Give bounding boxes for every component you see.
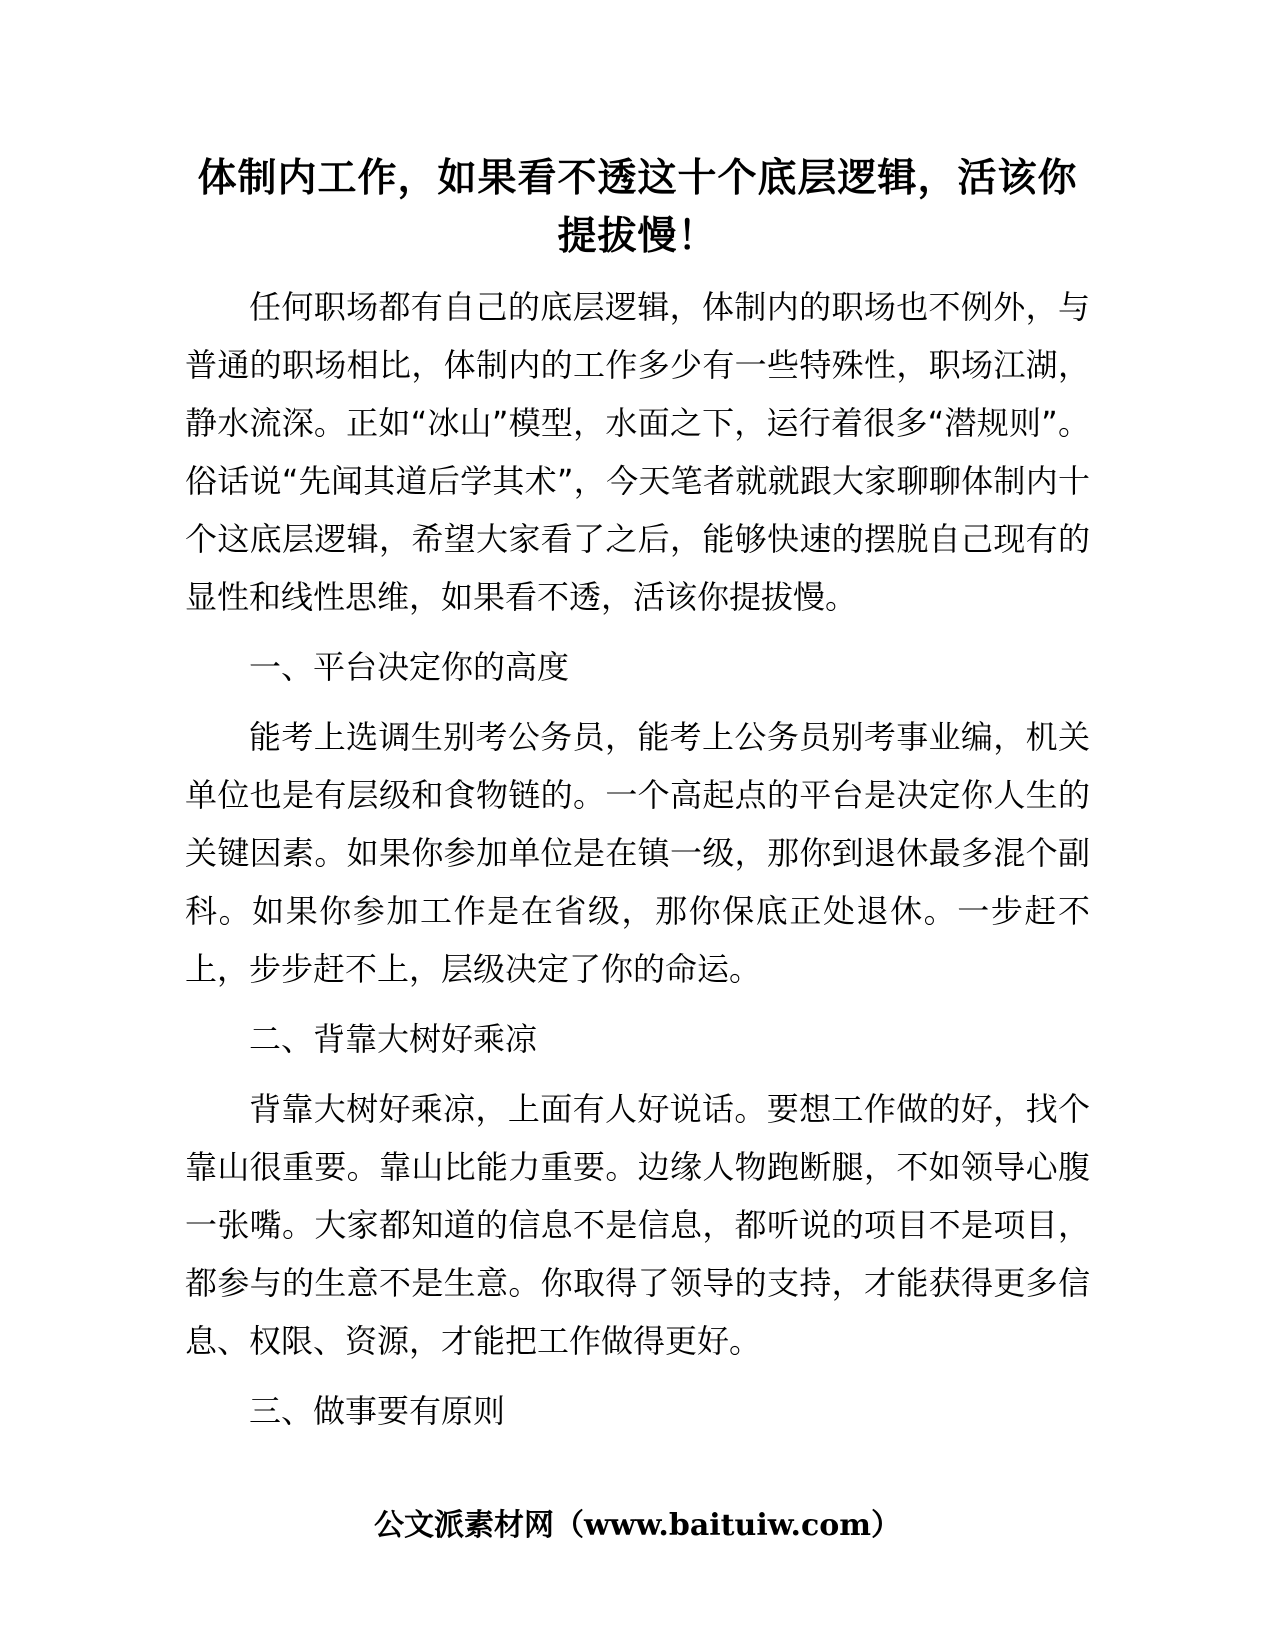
title-spacer <box>185 266 1090 278</box>
section-heading-3: 三、做事要有原则 <box>249 1392 506 1430</box>
section-heading-1: 一、平台决定你的高度 <box>249 648 570 686</box>
paragraph-section-1: 能考上选调生别考公务员，能考上公务员别考事业编，机关单位也是有层级和食物链的。一个高起点的平台是决定你人生的关键因素。如果你参加单位是在镇一级，那你到退休最多混个副科。如果你参加工作是在省级，那你保底正处退休。一步赶不上，步步赶不上，层级决定了你的命运。 <box>185 718 1090 988</box>
paragraph-section-2: 背靠大树好乘凉，上面有人好说话。要想工作做的好，找个靠山很重要。靠山比能力重要。边缘人物跑断腿，不如领导心腹一张嘴。大家都知道的信息不是信息，都听说的项目不是项目，都参与的生意不是生意。你取得了领导的支持，才能获得更多信息、权限、资源，才能把工作做得更好。 <box>185 1090 1090 1360</box>
document-title: 体制内工作，如果看不透这十个底层逻辑，活该你提拔慢！ <box>197 156 1078 259</box>
footer-watermark: 公文派素材网（www.baituiw.com） <box>373 1508 902 1543</box>
section-heading-2: 二、背靠大树好乘凉 <box>249 1020 538 1058</box>
paragraph-intro: 任何职场都有自己的底层逻辑，体制内的职场也不例外，与普通的职场相比，体制内的工作多少有一些特殊性，职场江湖，静水流深。正如“冰山”模型，水面之下，运行着很多“潜规则”。俗话说“先闻其道后学其术”，今天笔者就就跟大家聊聊体制内十个这底层逻辑，希望大家看了之后，能够快速的摆脱自己现有的显性和线性思维，如果看不透，活该你提拔慢。 <box>185 288 1090 616</box>
document-page <box>185 150 1090 1440</box>
